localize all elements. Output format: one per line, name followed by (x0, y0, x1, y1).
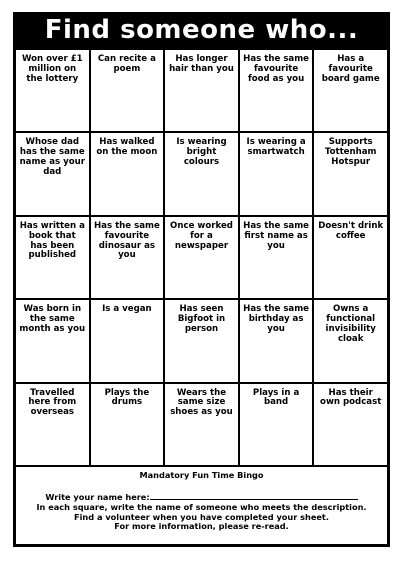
bingo-square[interactable]: Once worked for a newspaper (165, 217, 238, 298)
bingo-square[interactable]: Wears the same size shoes as you (165, 384, 238, 465)
name-prompt-label: Write your name here: (45, 491, 150, 502)
instructions-panel (16, 467, 387, 544)
bingo-square[interactable]: Was born in the same month as you (16, 300, 89, 381)
more-info-text: For more information, please re-read. (114, 521, 289, 532)
bingo-square[interactable]: Has the same favourite dinosaur as you (91, 217, 164, 298)
bingo-square[interactable]: Has their own podcast (314, 384, 387, 465)
bingo-square[interactable]: Has walked on the moon (91, 133, 164, 214)
bingo-square[interactable]: Plays the drums (91, 384, 164, 465)
instruction-text: In each square, write the name of someone who meets the description. (36, 501, 367, 512)
bingo-square[interactable]: Plays in a band (240, 384, 313, 465)
bingo-square[interactable]: Has seen Bigfoot in person (165, 300, 238, 381)
page-title: Find someone who... (14, 13, 389, 48)
bingo-square[interactable]: Has the same birthday as you (240, 300, 313, 381)
bingo-square[interactable]: Is wearing bright colours (165, 133, 238, 214)
bingo-square[interactable]: Whose dad has the same name as your dad (16, 133, 89, 214)
bingo-square[interactable]: Won over £1 million on the lottery (16, 50, 89, 131)
name-prompt-row (16, 491, 387, 503)
bingo-square[interactable]: Can recite a poem (91, 50, 164, 131)
bingo-square[interactable]: Travelled here from overseas (16, 384, 89, 465)
bingo-square[interactable]: Has longer hair than you (165, 50, 238, 131)
bingo-square[interactable]: Supports Tottenham Hotspur (314, 133, 387, 214)
volunteer-text: Find a volunteer when you have completed your sheet. (74, 511, 329, 522)
bingo-sheet (13, 12, 390, 547)
footer-heading: Mandatory Fun Time Bingo (139, 470, 264, 480)
bingo-square[interactable]: Has the same first name as you (240, 217, 313, 298)
bingo-square[interactable]: Has written a book that has been published (16, 217, 89, 298)
bingo-square[interactable]: Has a favourite board game (314, 50, 387, 131)
bingo-square[interactable]: Doesn't drink coffee (314, 217, 387, 298)
bingo-square[interactable]: Has the same favourite food as you (240, 50, 313, 131)
bingo-grid (16, 50, 387, 465)
bingo-square[interactable]: Owns a functional invisibility cloak (314, 300, 387, 381)
bingo-square[interactable]: Is a vegan (91, 300, 164, 381)
bingo-square[interactable]: Is wearing a smartwatch (240, 133, 313, 214)
name-write-line[interactable] (150, 491, 358, 500)
